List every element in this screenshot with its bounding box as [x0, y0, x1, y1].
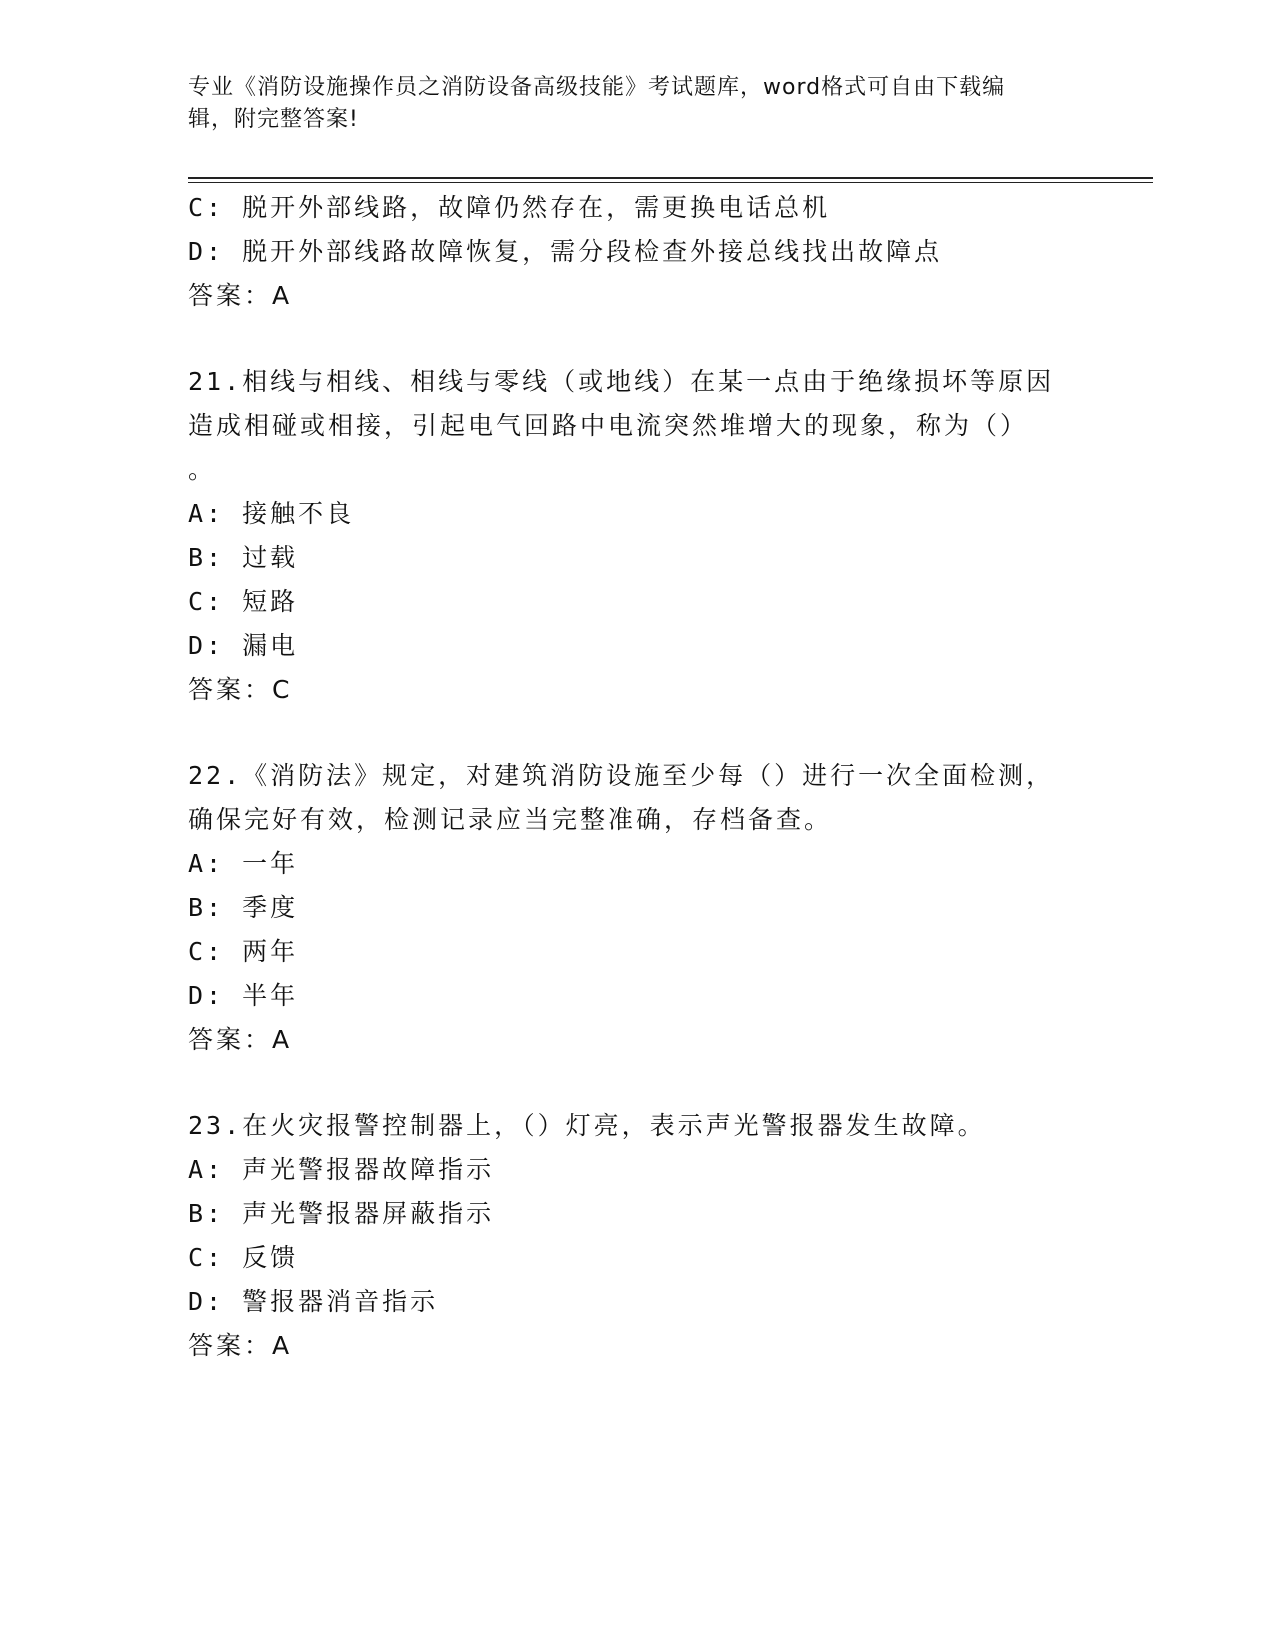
q21-answer: 答案：C — [188, 675, 293, 704]
header-line-1: 专业《消防设施操作员之消防设备高级技能》考试题库，word格式可自由下载编 — [188, 75, 1006, 100]
q23-option-a: A: 声光警报器故障指示 — [188, 1155, 495, 1184]
header-line-2: 辑，附完整答案! — [188, 107, 359, 132]
q22-option-c: C: 两年 — [188, 937, 299, 966]
q23-option-b: B: 声光警报器屏蔽指示 — [188, 1199, 495, 1228]
q22-option-b: B: 季度 — [188, 893, 299, 922]
q21-option-c: C: 短路 — [188, 587, 299, 616]
q21-option-d: D: 漏电 — [188, 631, 299, 660]
q21-stem-line-1: 21.相线与相线、相线与零线（或地线）在某一点由于绝缘损坏等原因 — [188, 367, 1055, 396]
q21-stem-line-2: 造成相碰或相接，引起电气回路中电流突然堆增大的现象，称为（） — [188, 411, 1029, 440]
q21-option-b: B: 过载 — [188, 543, 299, 572]
q22-answer: 答案：A — [188, 1025, 293, 1054]
q22-stem-line-1: 22.《消防法》规定，对建筑消防设施至少每（）进行一次全面检测， — [188, 761, 1055, 790]
q21-stem-line-3: 。 — [188, 455, 217, 484]
header-divider-thin — [188, 182, 1153, 183]
header-divider-thick — [188, 177, 1153, 179]
q23-stem-line-1: 23.在火灾报警控制器上，（）灯亮，表示声光警报器发生故障。 — [188, 1111, 986, 1140]
prev-option-c: C: 脱开外部线路，故障仍然存在，需更换电话总机 — [188, 193, 831, 222]
q22-option-d: D: 半年 — [188, 981, 299, 1010]
q21-option-a: A: 接触不良 — [188, 499, 355, 528]
q22-option-a: A: 一年 — [188, 849, 299, 878]
prev-answer: 答案：A — [188, 281, 293, 310]
q23-option-d: D: 警报器消音指示 — [188, 1287, 439, 1316]
q22-stem-line-2: 确保完好有效，检测记录应当完整准确，存档备查。 — [188, 805, 833, 834]
prev-option-d: D: 脱开外部线路故障恢复，需分段检查外接总线找出故障点 — [188, 237, 943, 266]
q23-option-c: C: 反馈 — [188, 1243, 299, 1272]
document-header — [188, 72, 1068, 136]
q23-answer: 答案：A — [188, 1331, 293, 1360]
